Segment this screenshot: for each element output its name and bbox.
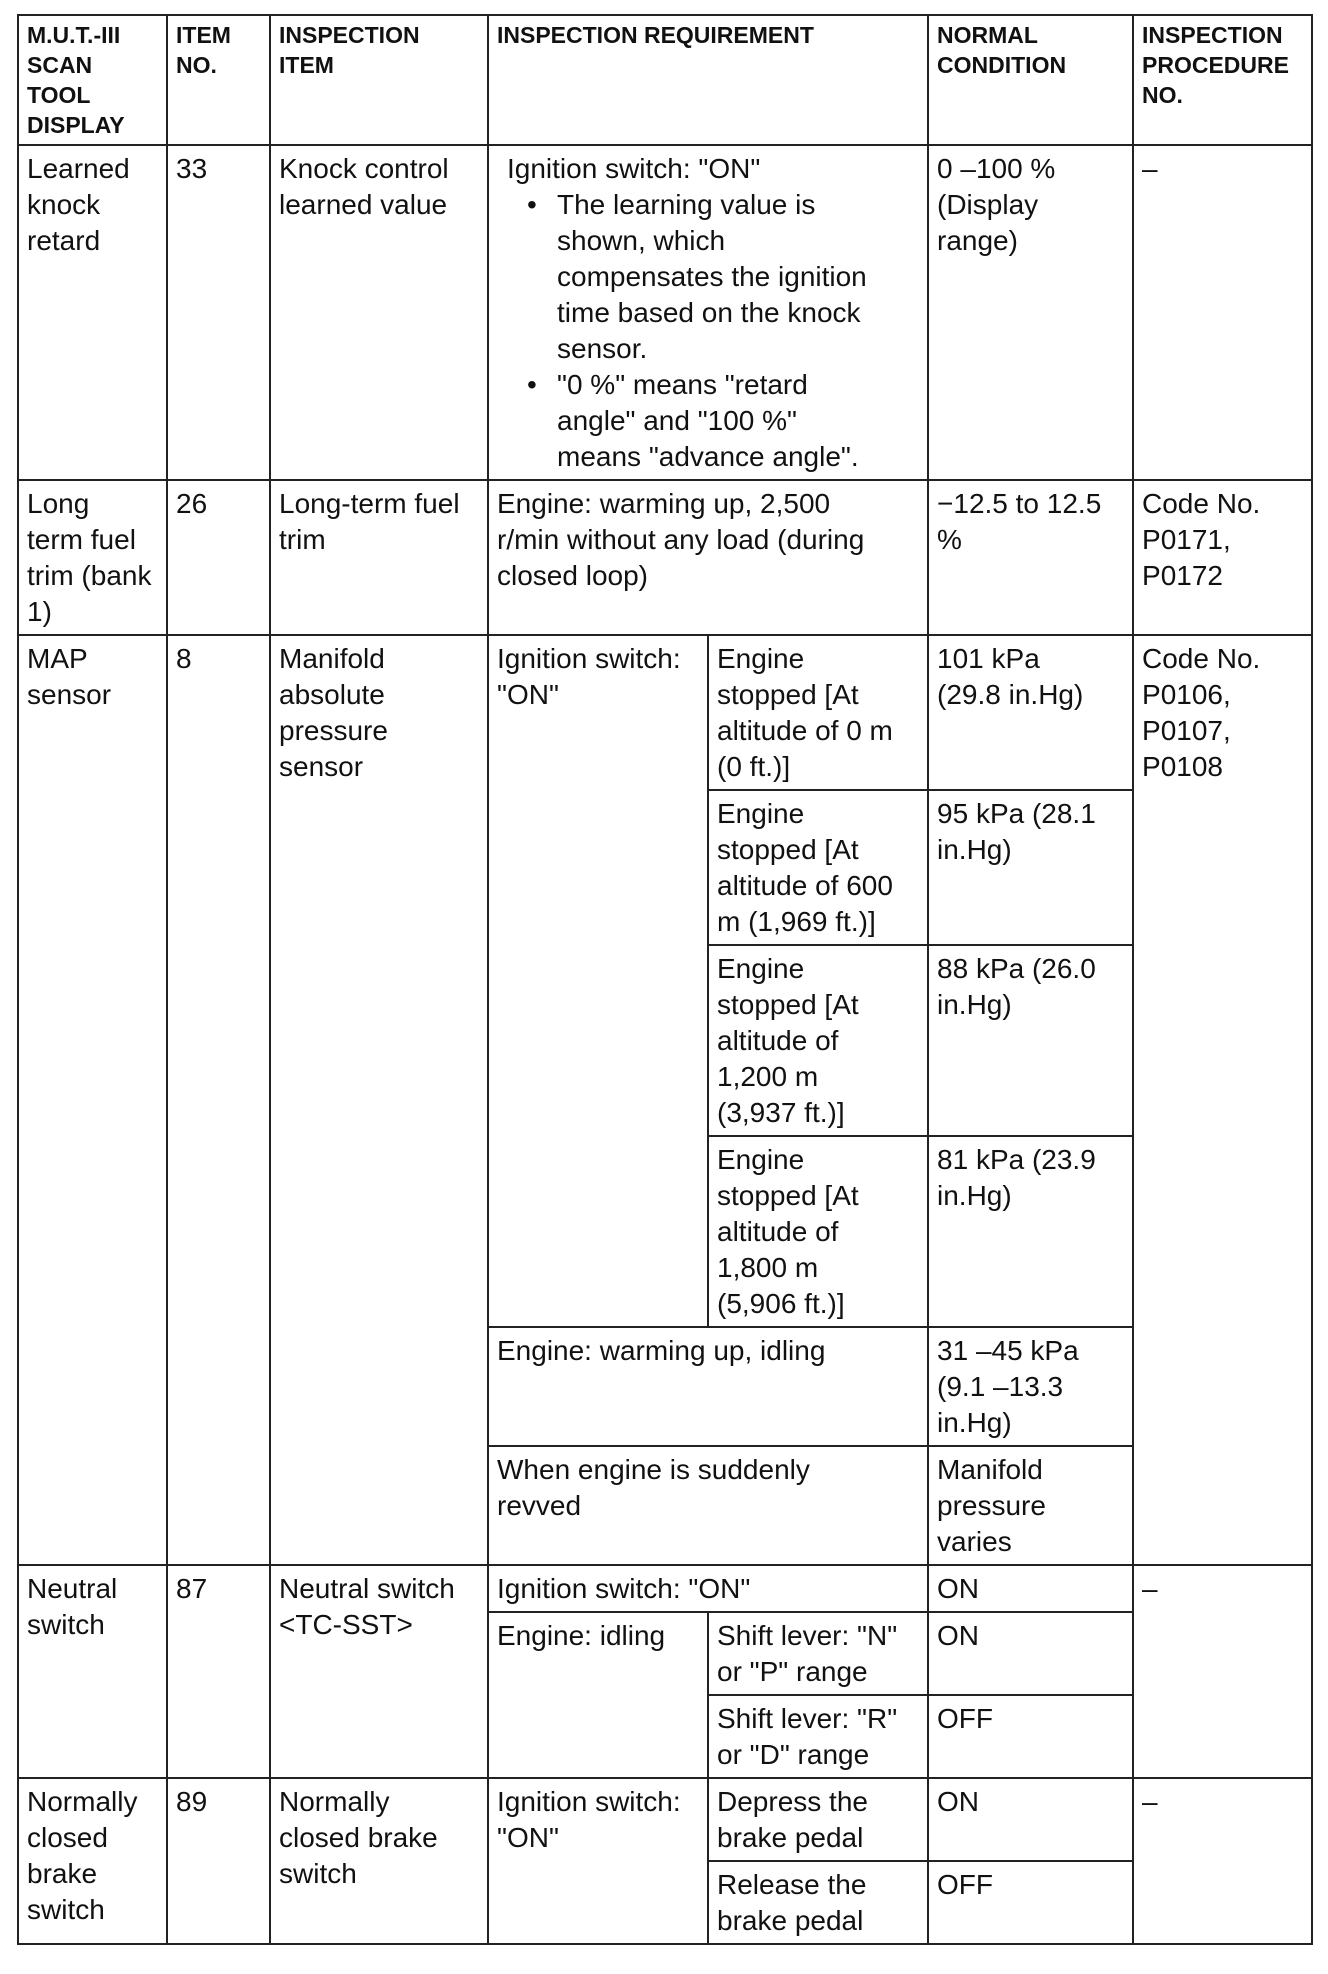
map-idle-requirement: Engine: warming up, idling	[488, 1327, 928, 1446]
brake-item: Normally closed brake switch	[270, 1778, 488, 1944]
header-item-no: ITEM NO.	[167, 15, 270, 145]
map-sub-condition: Engine stopped [At altitude of 0 m (0 ft.)]	[708, 635, 928, 790]
map-display: MAP sensor	[18, 635, 167, 1565]
map-idle-normal: 31 –45 kPa (9.1 –13.3 in.Hg)	[928, 1327, 1133, 1446]
map-procedure: Code No. P0106, P0107, P0108	[1133, 635, 1312, 1565]
knock-procedure: –	[1133, 145, 1312, 480]
brake-display: Normally closed brake switch	[18, 1778, 167, 1944]
list-item: • "0 %" means "retard angle" and "100 %" means "advance angle".	[557, 367, 919, 475]
neutral-ignition-requirement: Ignition switch: "ON"	[488, 1565, 928, 1612]
inspection-table	[17, 14, 1313, 1945]
neutral-sub-normal: OFF	[928, 1695, 1133, 1778]
map-sub-condition: Engine stopped [At altitude of 1,800 m (5,906 ft.)]	[708, 1136, 928, 1327]
map-sub-condition: Engine stopped [At altitude of 600 m (1,969 ft.)]	[708, 790, 928, 945]
neutral-sub-condition: Shift lever: "N" or "P" range	[708, 1612, 928, 1695]
map-condition: Ignition switch: "ON"	[488, 635, 708, 1327]
map-revved-requirement: When engine is suddenly revved	[488, 1446, 928, 1565]
fuel-trim-procedure: Code No. P0171, P0172	[1133, 480, 1312, 635]
brake-condition: Ignition switch: "ON"	[488, 1778, 708, 1944]
neutral-display: Neutral switch	[18, 1565, 167, 1778]
table-row	[18, 1565, 1312, 1612]
map-sub-normal: 81 kPa (23.9 in.Hg)	[928, 1136, 1133, 1327]
brake-sub-normal: ON	[928, 1778, 1133, 1861]
brake-procedure: –	[1133, 1778, 1312, 1944]
neutral-sub-normal: ON	[928, 1612, 1133, 1695]
neutral-item-no: 87	[167, 1565, 270, 1778]
header-normal: NORMAL CONDITION	[928, 15, 1133, 145]
knock-bullet-list	[497, 187, 919, 475]
map-sub-condition: Engine stopped [At altitude of 1,200 m (3,937 ft.)]	[708, 945, 928, 1136]
brake-item-no: 89	[167, 1778, 270, 1944]
map-item-no: 8	[167, 635, 270, 1565]
neutral-ignition-normal: ON	[928, 1565, 1133, 1612]
map-item: Manifold absolute pressure sensor	[270, 635, 488, 1565]
header-requirement: INSPECTION REQUIREMENT	[488, 15, 928, 145]
table-row	[18, 635, 1312, 790]
map-sub-normal: 101 kPa (29.8 in.Hg)	[928, 635, 1133, 790]
list-item: • The learning value is shown, which compensates the ignition time based on the knock sensor.	[557, 187, 919, 367]
brake-sub-normal: OFF	[928, 1861, 1133, 1944]
map-sub-normal: 95 kPa (28.1 in.Hg)	[928, 790, 1133, 945]
table-row	[18, 1778, 1312, 1861]
header-item: INSPECTION ITEM	[270, 15, 488, 145]
knock-display: Learned knock retard	[18, 145, 167, 480]
table-row	[18, 145, 1312, 480]
brake-sub-condition: Depress the brake pedal	[708, 1778, 928, 1861]
header-row	[18, 15, 1312, 145]
neutral-item: Neutral switch <TC-SST>	[270, 1565, 488, 1778]
map-revved-normal: Manifold pressure varies	[928, 1446, 1133, 1565]
header-procedure: INSPECTION PROCEDURE NO.	[1133, 15, 1312, 145]
knock-item-no: 33	[167, 145, 270, 480]
fuel-trim-requirement: Engine: warming up, 2,500 r/min without any load (during closed loop)	[488, 480, 928, 635]
map-sub-normal: 88 kPa (26.0 in.Hg)	[928, 945, 1133, 1136]
knock-requirement-title: Ignition switch: "ON"	[507, 153, 761, 184]
fuel-trim-item-no: 26	[167, 480, 270, 635]
knock-requirement	[488, 145, 928, 480]
fuel-trim-display: Long term fuel trim (bank 1)	[18, 480, 167, 635]
brake-sub-condition: Release the brake pedal	[708, 1861, 928, 1944]
table-row	[18, 480, 1312, 635]
inspection-table-container	[17, 14, 1313, 1945]
knock-normal: 0 –100 % (Display range)	[928, 145, 1133, 480]
neutral-sub-condition: Shift lever: "R" or "D" range	[708, 1695, 928, 1778]
neutral-procedure: –	[1133, 1565, 1312, 1778]
fuel-trim-item: Long-term fuel trim	[270, 480, 488, 635]
knock-item: Knock control learned value	[270, 145, 488, 480]
fuel-trim-normal: −12.5 to 12.5 %	[928, 480, 1133, 635]
header-display: M.U.T.-III SCAN TOOL DISPLAY	[18, 15, 167, 145]
neutral-idle-requirement: Engine: idling	[488, 1612, 708, 1778]
